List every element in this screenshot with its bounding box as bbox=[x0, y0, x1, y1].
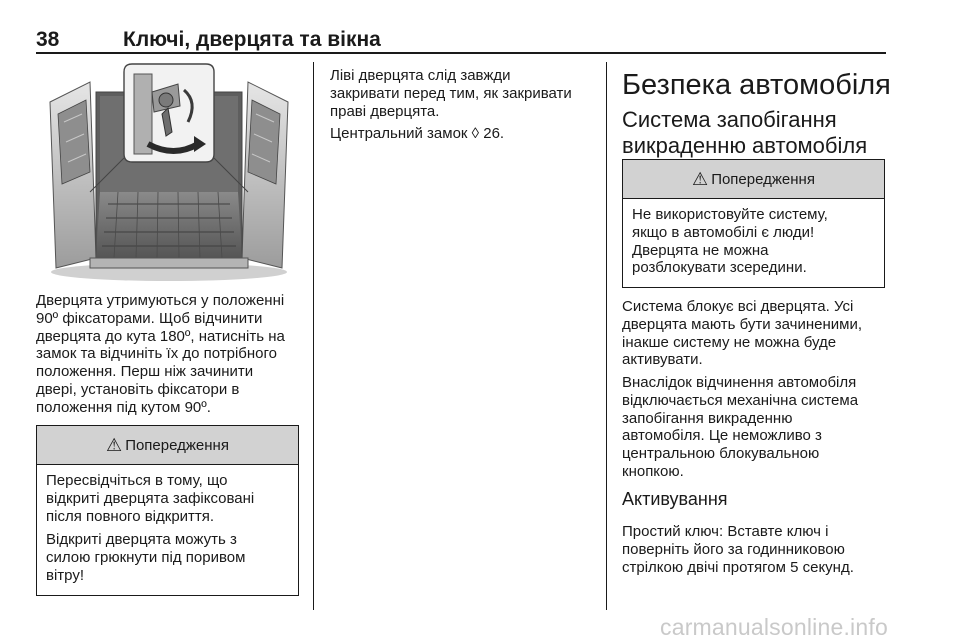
warning-body bbox=[37, 465, 298, 585]
warning-header bbox=[623, 160, 884, 199]
subsection-heading: Система запобігання викраденню автомобіля bbox=[622, 107, 868, 158]
warning-triangle-icon: ⚠ bbox=[692, 168, 709, 189]
section-heading: Безпека автомобіля bbox=[622, 69, 891, 101]
chapter-title: Ключі, дверцята та вікна bbox=[123, 28, 381, 51]
activation-heading: Активування bbox=[622, 489, 728, 509]
warning-title: Попередження bbox=[711, 170, 815, 188]
column-divider-left bbox=[313, 62, 314, 610]
warning-text: Пересвідчіться в тому, що відкриті дверцята зафіксовані після повного відкриття. bbox=[46, 472, 255, 525]
page-header bbox=[36, 28, 886, 54]
warning-text: Відкриті дверцята можуть з силою грюкнути під поривом вітру! bbox=[46, 531, 246, 584]
warning-triangle-icon: ⚠ bbox=[106, 434, 123, 455]
body-paragraph: Внаслідок відчинення автомобіля відключається механічна система запобігання викраденню автомобіля. Це неможливо з центральною блокувальною кнопкою. bbox=[622, 374, 859, 480]
vehicle-rear-doors-illustration bbox=[38, 62, 300, 282]
page-number: 38 bbox=[36, 28, 60, 51]
column-divider-right bbox=[606, 62, 607, 610]
cross-reference-paragraph: Центральний замок ◊ 26. bbox=[330, 125, 505, 142]
header-rule bbox=[36, 52, 886, 54]
warning-title: Попередження bbox=[125, 436, 229, 454]
body-paragraph: Простий ключ: Вставте ключ і поверніть його за годинниковою стрілкою двічі протягом 5 секунд. bbox=[622, 523, 854, 576]
warning-header bbox=[37, 426, 298, 465]
warning-body bbox=[623, 199, 884, 277]
warning-text: Не використовуйте систему, якщо в автомобілі є люди! Дверцята не можна розблокувати зсередини. bbox=[632, 206, 828, 277]
body-paragraph: Система блокує всі дверцята. Усі дверцята мають бути зачиненими, інакше систему не можна буде активувати. bbox=[622, 298, 862, 369]
warning-box bbox=[36, 425, 299, 596]
warning-box bbox=[622, 159, 885, 288]
body-paragraph: Дверцята утримуються у положенні 90º фіксаторами. Щоб відчинити дверцята до кута 180º, натисніть на замок та відчиніть їх до потрібного положення. Перш ніж зачинити двері, установіть фіксатори в положення під кутом 90º. bbox=[36, 292, 285, 416]
watermark: carmanualsonline.info bbox=[660, 614, 888, 640]
body-paragraph: Ліві дверцята слід завжди закривати перед тим, як закривати праві дверцята. bbox=[330, 67, 572, 120]
